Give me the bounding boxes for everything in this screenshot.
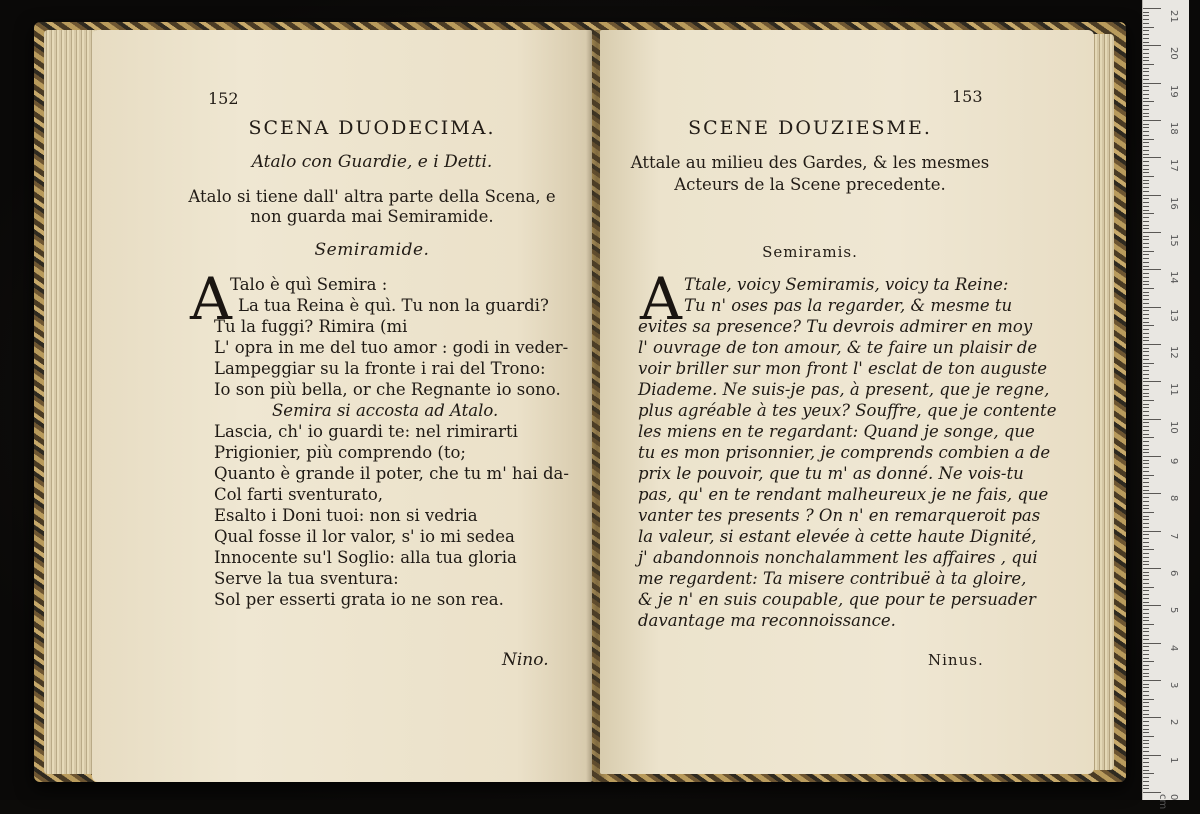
ruler-tick <box>1143 307 1161 308</box>
verse-line: Lampeggiar su la fronte i rai del Trono: <box>214 359 546 378</box>
ruler-number: 17 <box>1168 159 1179 173</box>
ruler-tick <box>1143 770 1149 771</box>
ruler-tick <box>1143 30 1149 31</box>
prose-block <box>638 316 1056 631</box>
verse-line: Prigionier, più comprendo (to; <box>214 443 466 462</box>
ruler-number: 15 <box>1168 234 1179 247</box>
ruler-tick <box>1143 691 1149 692</box>
prose-line: la valeur, si estant elevée à cette haute Dignité, <box>638 527 1037 546</box>
ruler-number: 2 <box>1168 719 1179 726</box>
prose-line: voir briller sur mon front l' esclat de ton auguste <box>638 359 1047 378</box>
verse-stage-direction: Semira si accosta ad Atalo. <box>272 401 499 420</box>
ruler-tick <box>1143 75 1149 76</box>
ruler-tick <box>1143 165 1149 166</box>
prose-line: plus agréable à tes yeux? Souffre, que je contente <box>638 401 1057 420</box>
ruler-number: 0 cm <box>1157 794 1179 810</box>
prose-line: Tu n' oses pas la regarder, & mesme tu <box>684 296 1013 315</box>
ruler-tick <box>1143 281 1149 282</box>
ruler-number: 20 <box>1168 47 1179 61</box>
ruler-tick <box>1143 60 1149 61</box>
ruler-tick <box>1143 434 1149 435</box>
ruler-tick <box>1143 299 1149 300</box>
ruler-tick <box>1143 710 1149 711</box>
ruler-tick <box>1143 546 1149 547</box>
scene-heading: SCENE DOUZIESME. <box>688 117 932 139</box>
ruler-tick <box>1143 38 1149 39</box>
ruler-tick <box>1143 333 1149 334</box>
ruler-tick <box>1143 654 1149 655</box>
ruler-tick <box>1143 665 1149 666</box>
ruler-tick <box>1143 613 1149 614</box>
ruler-tick <box>1143 86 1149 87</box>
ruler-tick <box>1143 180 1149 181</box>
ruler-tick <box>1143 68 1149 69</box>
verse-line: Io son più bella, or che Regnante io sono. <box>214 380 561 399</box>
ruler-tick <box>1143 340 1149 341</box>
ruler-tick <box>1143 322 1149 323</box>
speaker-name: Semiramis. <box>762 243 858 261</box>
ruler-number: 1 <box>1168 756 1179 764</box>
speaker-name: Semiramide. <box>314 240 430 260</box>
ruler-tick <box>1143 773 1154 774</box>
ruler-tick <box>1143 139 1154 140</box>
ruler-number: 9 <box>1168 458 1179 465</box>
ruler-tick <box>1143 792 1161 793</box>
ruler-tick <box>1143 717 1161 718</box>
prose-line: me regardent: Ta misere contribuë à ta gloire, <box>638 569 1027 588</box>
ruler-tick <box>1143 292 1149 293</box>
prose-line: l' ouvrage de ton amour, & te faire un plaisir de <box>638 338 1038 357</box>
ruler-tick <box>1143 150 1149 151</box>
ruler-tick <box>1143 176 1154 177</box>
ruler-number: 3 <box>1168 682 1179 689</box>
ruler-tick <box>1143 407 1149 408</box>
ruler-tick <box>1143 452 1149 453</box>
ruler-tick <box>1143 695 1149 696</box>
ruler-tick <box>1143 587 1154 588</box>
verse-line: Tu la fuggi? Rimira (mi <box>214 317 408 336</box>
ruler-tick <box>1143 743 1149 744</box>
ruler-tick <box>1143 363 1154 364</box>
prose-line: Diademe. Ne suis-je pas, à present, que je regne, <box>638 380 1050 399</box>
ruler-tick <box>1143 519 1149 520</box>
ruler-tick <box>1143 512 1154 513</box>
ruler-tick <box>1143 198 1149 199</box>
prose-line: les miens en te regardant: Quand je songe, que <box>638 422 1035 441</box>
prose-block-indented <box>684 274 1012 316</box>
ruler-tick <box>1143 15 1149 16</box>
ruler-tick <box>1143 393 1149 394</box>
ruler-tick <box>1143 57 1149 58</box>
verse-block <box>214 316 569 610</box>
ruler-tick <box>1143 747 1149 748</box>
ruler-tick <box>1143 254 1149 255</box>
ruler-tick <box>1143 351 1149 352</box>
ruler-tick <box>1143 508 1149 509</box>
ruler-tick <box>1143 191 1149 192</box>
prose-line: pas, qu' en te rendant malheureux je ne fais, que <box>638 485 1049 504</box>
ruler-tick <box>1143 497 1149 498</box>
ruler-tick <box>1143 426 1149 427</box>
ruler-tick <box>1143 729 1149 730</box>
ruler-tick <box>1143 598 1149 599</box>
ruler-tick <box>1143 557 1149 558</box>
ruler-tick <box>1143 684 1149 685</box>
ruler-tick <box>1143 531 1161 532</box>
ruler-tick <box>1143 131 1149 132</box>
ruler-tick <box>1143 411 1149 412</box>
verse-line: Qual fosse il lor valor, s' io mi sedea <box>214 527 515 546</box>
ruler-tick <box>1143 262 1149 263</box>
ruler-tick <box>1143 239 1149 240</box>
ruler-tick <box>1143 430 1149 431</box>
ruler-tick <box>1143 617 1149 618</box>
stage-direction-line-1: Atalo si tiene dall' altra parte della Scena, e <box>188 187 556 206</box>
verse-line: Sol per esserti grata io ne son rea. <box>214 590 504 609</box>
verse-line: La tua Reina è quì. Tu non la guardi? <box>238 296 549 315</box>
ruler-tick <box>1143 310 1149 311</box>
ruler-tick <box>1143 355 1149 356</box>
ruler-tick <box>1143 643 1161 644</box>
ruler-tick <box>1143 83 1161 84</box>
ruler-tick <box>1143 79 1149 80</box>
scene-characters-line-2: Acteurs de la Scene precedente. <box>674 175 946 194</box>
ruler-tick <box>1143 284 1149 285</box>
ruler-tick <box>1143 404 1149 405</box>
ruler-tick <box>1143 732 1149 733</box>
ruler-tick <box>1143 53 1149 54</box>
ruler-tick <box>1143 628 1149 629</box>
ruler-tick <box>1143 34 1149 35</box>
ruler-tick <box>1143 699 1154 700</box>
ruler-tick <box>1143 105 1149 106</box>
prose-line: j' abandonnois nonchalamment les affaires , qui <box>638 548 1038 567</box>
ruler-tick <box>1143 370 1149 371</box>
ruler-tick <box>1143 542 1149 543</box>
verse-block <box>230 274 549 316</box>
ruler-tick <box>1143 366 1149 367</box>
ruler-tick <box>1143 564 1149 565</box>
ruler-tick <box>1143 23 1149 24</box>
ruler-tick <box>1143 135 1149 136</box>
ruler-tick <box>1143 475 1154 476</box>
ruler-tick <box>1143 385 1149 386</box>
ruler-tick <box>1143 777 1149 778</box>
ruler-tick <box>1143 64 1154 65</box>
ruler-tick <box>1143 673 1149 674</box>
scene-characters-line-1: Attale au milieu des Gardes, & les mesmes <box>630 153 990 172</box>
page-number: 152 <box>208 89 239 108</box>
ruler-tick <box>1143 758 1149 759</box>
left-page <box>92 30 592 782</box>
ruler-tick <box>1143 314 1149 315</box>
ruler-tick <box>1143 98 1149 99</box>
ruler-tick <box>1143 572 1149 573</box>
ruler-tick <box>1143 202 1149 203</box>
ruler-tick <box>1143 146 1149 147</box>
ruler-tick <box>1143 639 1149 640</box>
ruler-tick <box>1143 624 1154 625</box>
ruler-tick <box>1143 172 1149 173</box>
ruler-tick <box>1143 157 1161 158</box>
prose-line: prix le pouvoir, que tu m' as donné. Ne vois-tu <box>638 464 1024 483</box>
ruler-tick <box>1143 251 1154 252</box>
ruler-tick <box>1143 460 1149 461</box>
ruler-tick <box>1143 195 1161 196</box>
ruler-tick <box>1143 590 1149 591</box>
ruler-number: 10 <box>1168 420 1179 434</box>
ruler-tick <box>1143 161 1149 162</box>
ruler-number: 19 <box>1168 84 1179 98</box>
ruler-tick <box>1143 8 1161 9</box>
ruler-tick <box>1143 422 1149 423</box>
ruler-tick <box>1143 42 1149 43</box>
right-page <box>600 30 1094 774</box>
scene-heading: SCENA DUODECIMA. <box>248 117 496 139</box>
verse-line: Talo è quì Semira : <box>230 275 388 294</box>
page-number: 153 <box>952 87 983 106</box>
ruler-tick <box>1143 94 1149 95</box>
ruler-tick <box>1143 501 1149 502</box>
ruler-tick <box>1143 445 1149 446</box>
ruler-tick <box>1143 751 1149 752</box>
ruler-tick <box>1143 236 1149 237</box>
ruler-tick <box>1143 594 1149 595</box>
ruler-tick <box>1143 505 1149 506</box>
ruler-tick <box>1143 154 1149 155</box>
ruler-tick <box>1143 243 1149 244</box>
ruler-tick <box>1143 631 1149 632</box>
ruler-tick <box>1143 568 1161 569</box>
ruler-tick <box>1143 295 1149 296</box>
ruler-tick <box>1143 635 1149 636</box>
ruler-tick <box>1143 232 1161 233</box>
ruler-tick <box>1143 609 1149 610</box>
prose-line: davantage ma reconnoissance. <box>638 611 896 630</box>
ruler-tick <box>1143 725 1149 726</box>
ruler-tick <box>1143 247 1149 248</box>
ruler-tick <box>1143 437 1154 438</box>
ruler-tick <box>1143 228 1149 229</box>
ruler-tick <box>1143 217 1149 218</box>
ruler-tick <box>1143 325 1154 326</box>
ruler-tick <box>1143 183 1149 184</box>
ruler-tick <box>1143 781 1149 782</box>
ruler-tick <box>1143 400 1154 401</box>
ruler-tick <box>1143 680 1161 681</box>
ruler-tick <box>1143 288 1154 289</box>
ruler-tick <box>1143 486 1149 487</box>
verse-line: Innocente su'l Soglio: alla tua gloria <box>214 548 517 567</box>
ruler-tick <box>1143 583 1149 584</box>
ruler-tick <box>1143 478 1149 479</box>
ruler-tick <box>1143 766 1149 767</box>
verse-line: Serve la tua sventura: <box>214 569 399 588</box>
ruler-tick <box>1143 702 1149 703</box>
stage-direction-line-2: non guarda mai Semiramide. <box>250 207 494 226</box>
prose-line: evites sa presence? Tu devrois admirer en moy <box>638 317 1033 336</box>
ruler-tick <box>1143 467 1149 468</box>
ruler-tick <box>1143 381 1161 382</box>
ruler-tick <box>1143 337 1149 338</box>
ruler-tick <box>1143 116 1149 117</box>
ruler-tick <box>1143 658 1149 659</box>
ruler-tick <box>1143 269 1161 270</box>
ruler-number: 11 <box>1168 383 1179 397</box>
ruler-tick <box>1143 169 1149 170</box>
ruler-tick <box>1143 113 1149 114</box>
ruler-tick <box>1143 762 1149 763</box>
ruler-tick <box>1143 329 1149 330</box>
ruler-tick <box>1143 27 1154 28</box>
verse-line: L' opra in me del tuo amor : godi in veder- <box>214 338 569 357</box>
ruler-tick <box>1143 736 1154 737</box>
ruler-tick <box>1143 187 1149 188</box>
prose-line: vanter tes presents ? On n' en remarqueroit pas <box>638 506 1041 525</box>
catchword: Nino. <box>502 650 549 670</box>
ruler-tick <box>1143 706 1149 707</box>
prose-line: Ttale, voicy Semiramis, voicy ta Reine: <box>684 275 1009 294</box>
ruler-tick <box>1143 620 1149 621</box>
ruler-tick <box>1143 127 1149 128</box>
verse-line: Lascia, ch' io guardi te: nel rimirarti <box>214 422 518 441</box>
ruler-tick <box>1143 490 1149 491</box>
ruler-tick <box>1143 553 1149 554</box>
ruler-tick <box>1143 527 1149 528</box>
ruler-tick <box>1143 71 1149 72</box>
verse-line: Quanto è grande il poter, che tu m' hai da- <box>214 464 569 483</box>
ruler-tick <box>1143 90 1149 91</box>
ruler-tick <box>1143 523 1149 524</box>
ruler-tick <box>1143 538 1149 539</box>
ruler-number: 4 <box>1168 644 1179 652</box>
ruler-tick <box>1143 225 1149 226</box>
ruler-tick <box>1143 258 1149 259</box>
ruler-number: 7 <box>1168 532 1179 540</box>
ruler-tick <box>1143 210 1149 211</box>
ruler-number: 18 <box>1168 122 1179 135</box>
ruler-tick <box>1143 605 1161 606</box>
ruler-tick <box>1143 661 1154 662</box>
ruler-tick <box>1143 785 1149 786</box>
ruler-tick <box>1143 101 1154 102</box>
ruler-tick <box>1143 646 1149 647</box>
ruler-number: 5 <box>1168 607 1179 614</box>
verse-line: Col farti sventurato, <box>214 485 384 504</box>
ruler-tick <box>1143 389 1149 390</box>
ruler-number: 12 <box>1168 346 1179 359</box>
ruler-tick <box>1143 142 1149 143</box>
ruler-tick <box>1143 449 1149 450</box>
ruler-tick <box>1143 687 1149 688</box>
ruler-tick <box>1143 273 1149 274</box>
ruler-tick <box>1143 374 1149 375</box>
ruler-tick <box>1143 456 1161 457</box>
drop-cap: A <box>640 265 682 333</box>
ruler-tick <box>1143 516 1149 517</box>
ruler-number: 13 <box>1168 308 1179 322</box>
ruler-tick <box>1143 415 1149 416</box>
ruler-tick <box>1143 579 1149 580</box>
verse-line: Esalto i Doni tuoi: non si vedria <box>214 506 478 525</box>
ruler-tick <box>1143 650 1149 651</box>
prose-line: tu es mon prisonnier, je comprends combien a de <box>638 443 1051 462</box>
ruler-tick <box>1143 463 1149 464</box>
ruler-tick <box>1143 45 1161 46</box>
ruler-tick <box>1143 676 1149 677</box>
prose-line: & je n' en suis coupable, que pour te persuader <box>638 590 1036 609</box>
ruler-tick <box>1143 344 1161 345</box>
ruler-tick <box>1143 266 1149 267</box>
ruler-tick <box>1143 124 1149 125</box>
page-block-edge-right <box>1092 34 1114 770</box>
ruler-tick <box>1143 669 1149 670</box>
drop-cap: A <box>190 265 232 333</box>
ruler-tick <box>1143 221 1149 222</box>
ruler-tick <box>1143 19 1149 20</box>
ruler-tick <box>1143 788 1149 789</box>
ruler-tick <box>1143 482 1149 483</box>
ruler-number: 14 <box>1168 271 1179 285</box>
ruler-tick <box>1143 277 1149 278</box>
ruler-tick <box>1143 396 1149 397</box>
measurement-ruler <box>1142 0 1189 810</box>
ruler-tick <box>1143 109 1149 110</box>
ruler-number: 21 <box>1168 10 1179 23</box>
ruler-tick <box>1143 49 1149 50</box>
ruler-tick <box>1143 714 1149 715</box>
ruler-tick <box>1143 441 1149 442</box>
ruler-tick <box>1143 755 1161 756</box>
ruler-number: 16 <box>1168 196 1179 210</box>
ruler-number: 6 <box>1168 570 1179 577</box>
ruler-tick <box>1143 419 1161 420</box>
ruler-tick <box>1143 213 1154 214</box>
ruler-tick <box>1143 120 1161 121</box>
ruler-tick <box>1143 721 1149 722</box>
catchword: Ninus. <box>928 651 984 669</box>
scene-characters: Atalo con Guardie, e i Detti. <box>251 152 493 172</box>
ruler-tick <box>1143 12 1149 13</box>
ruler-tick <box>1143 549 1154 550</box>
ruler-tick <box>1143 493 1161 494</box>
ruler-tick <box>1143 471 1149 472</box>
ruler-tick <box>1143 740 1149 741</box>
ruler-tick <box>1143 602 1149 603</box>
ruler-tick <box>1143 561 1149 562</box>
ruler-tick <box>1143 318 1149 319</box>
ruler-tick <box>1143 534 1149 535</box>
ruler-tick <box>1143 303 1149 304</box>
ruler-tick <box>1143 206 1149 207</box>
ruler-tick <box>1143 575 1149 576</box>
ruler-number: 8 <box>1168 495 1179 502</box>
ruler-tick <box>1143 348 1149 349</box>
ruler-tick <box>1143 359 1149 360</box>
ruler-tick <box>1143 378 1149 379</box>
